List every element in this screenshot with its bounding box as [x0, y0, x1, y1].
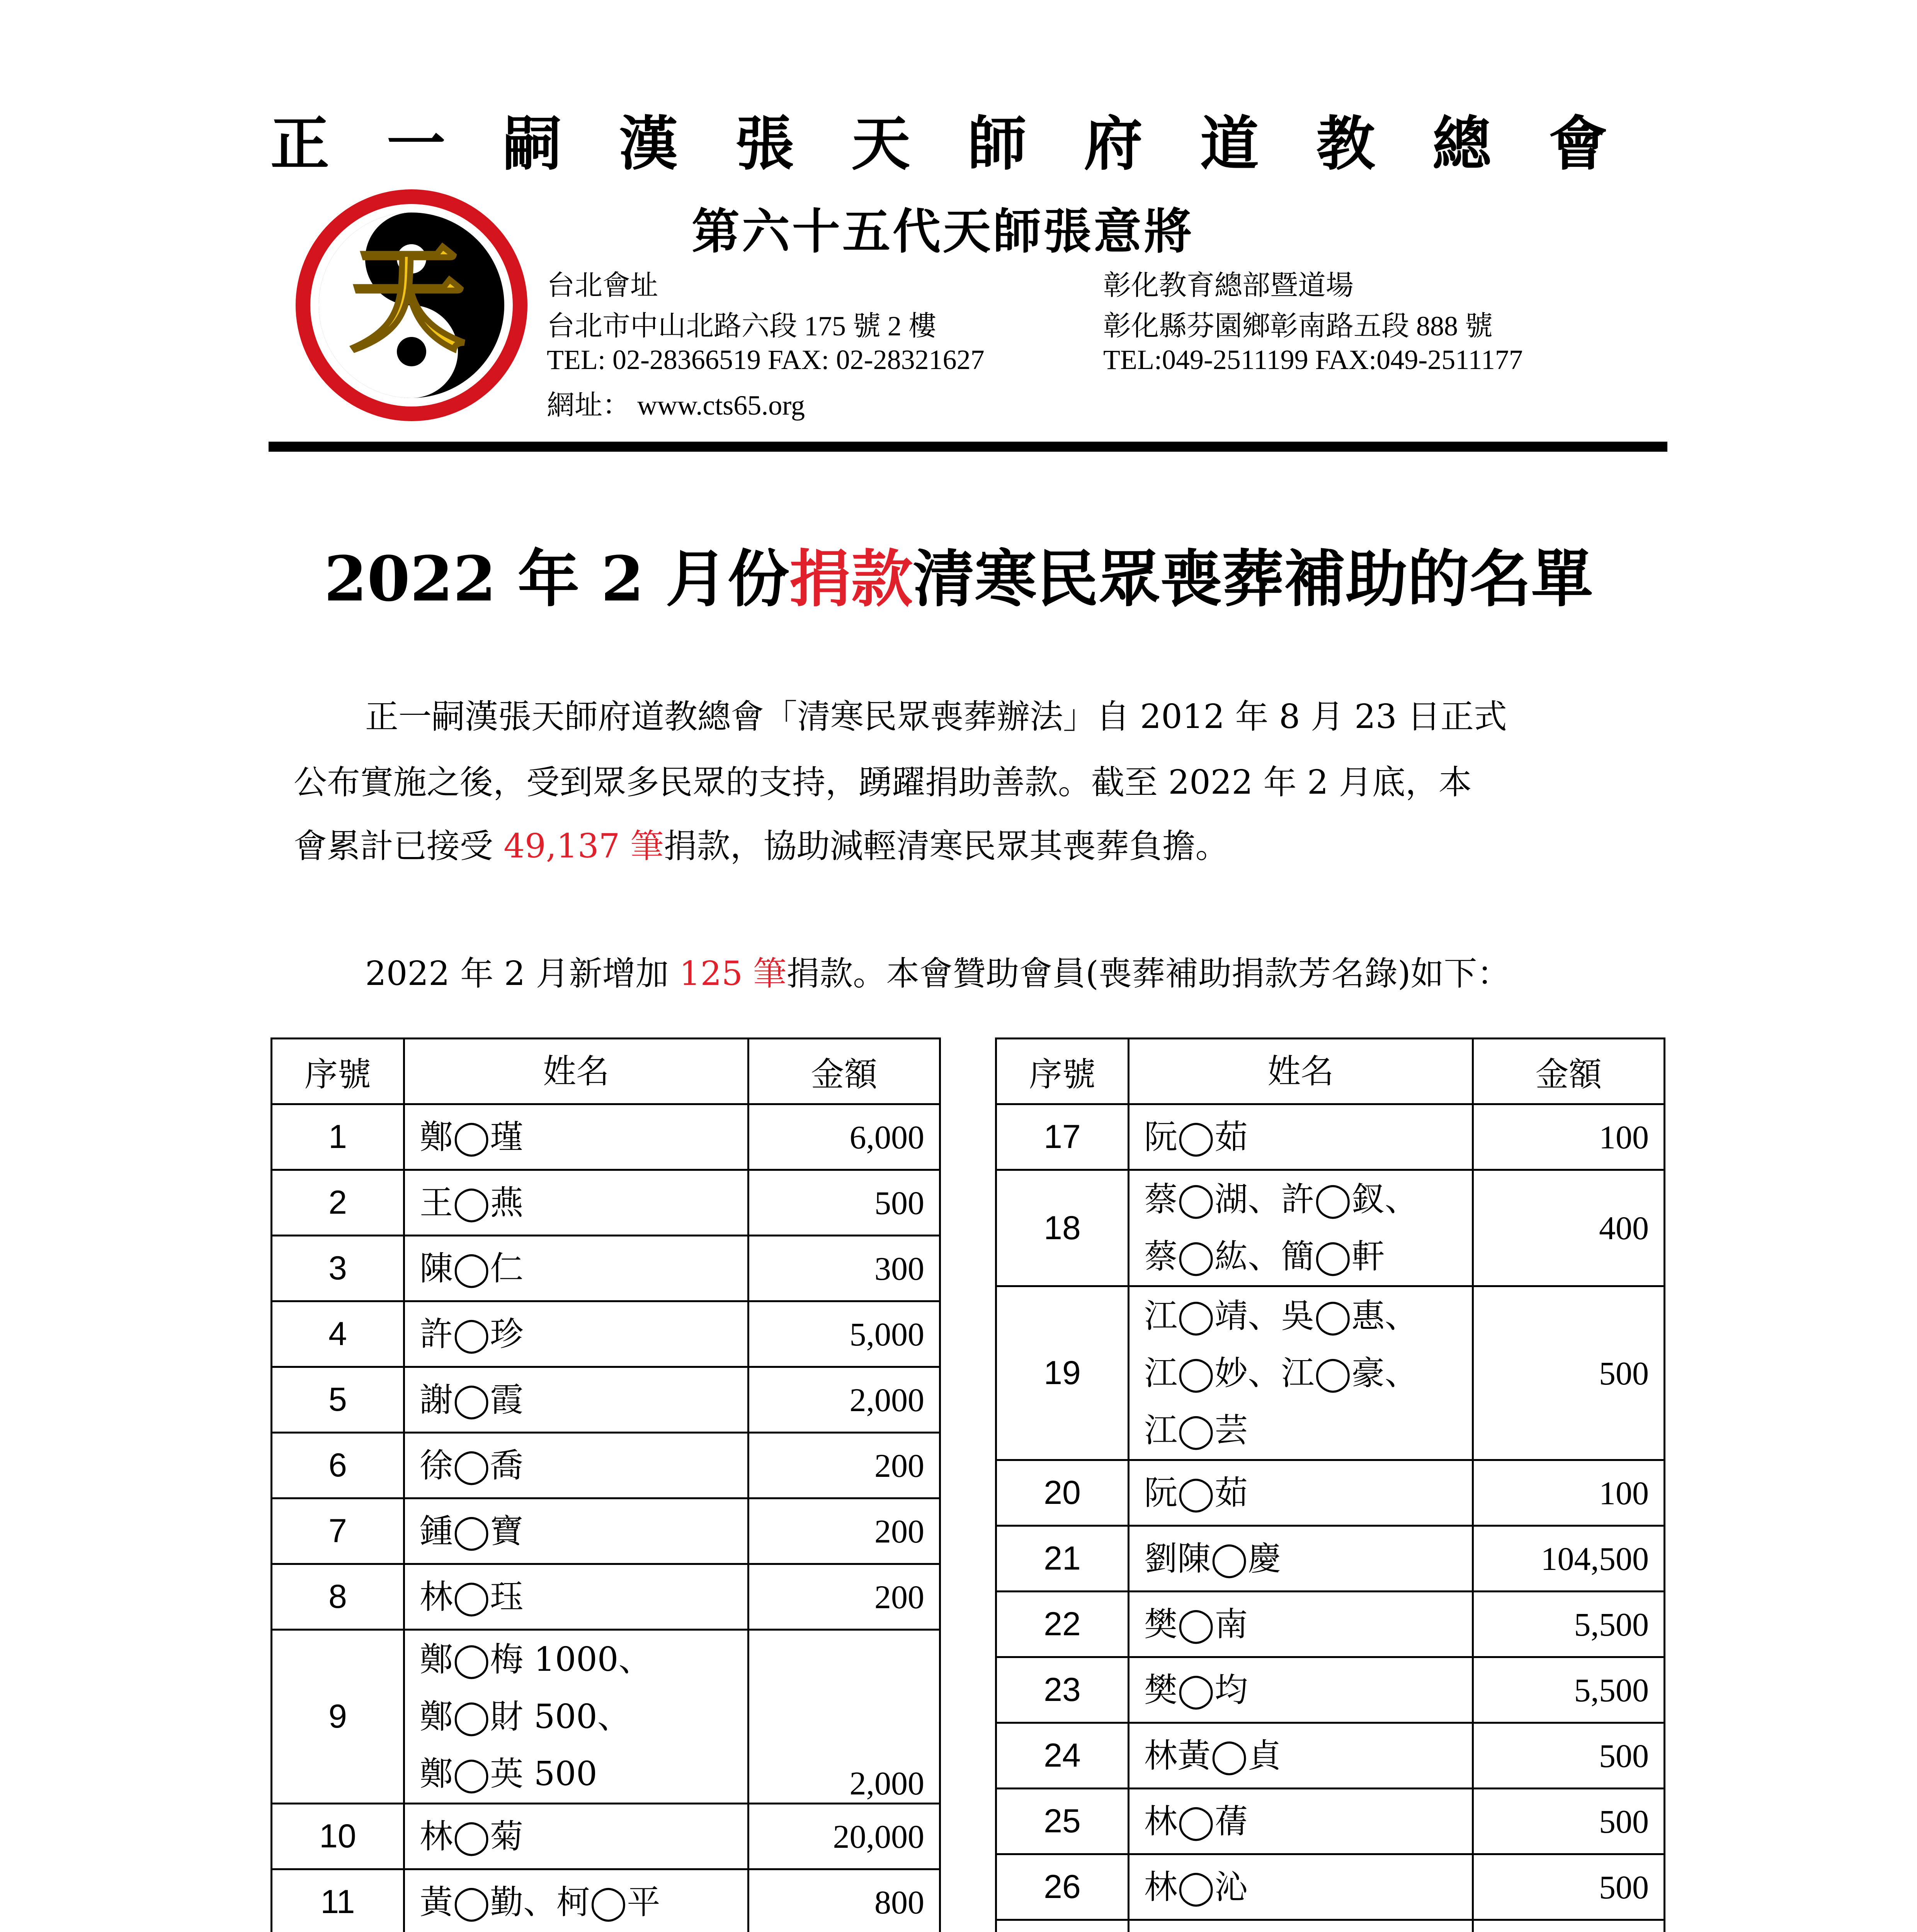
name-line: 鄭◯財 500、 — [420, 1697, 631, 1736]
serial-cell: 1 — [272, 1104, 404, 1170]
name-cell: 劉陳◯慶 — [1129, 1526, 1473, 1592]
amount-cell: 400 — [1473, 1170, 1665, 1286]
name-cell — [1129, 1170, 1473, 1286]
table-row — [996, 1592, 1665, 1657]
serial-cell — [996, 1920, 1129, 1932]
changhua-phone: TEL:049-2511199 FAX:049-2511177 — [1103, 344, 1523, 375]
intro-line-3-text: 會累計已接受 — [294, 827, 504, 866]
intro-line-3 — [294, 821, 1229, 871]
yin-yang-logo-icon — [292, 185, 531, 425]
donor-table-right — [995, 1037, 1665, 1932]
name-cell: 徐◯喬 — [404, 1433, 748, 1498]
serial-cell: 11 — [272, 1869, 404, 1932]
table-row — [996, 1170, 1665, 1286]
table-row — [272, 1170, 940, 1236]
header-amount: 金額 — [748, 1039, 940, 1104]
table-row — [272, 1236, 940, 1301]
serial-cell: 18 — [996, 1170, 1129, 1286]
name-cell: 黃◯勤、柯◯平 — [404, 1869, 748, 1932]
serial-cell: 7 — [272, 1498, 404, 1564]
name-cell: 阮◯茹 — [1129, 1460, 1473, 1526]
website: 網址： www.cts65.org — [547, 390, 805, 421]
serial-cell: 25 — [996, 1789, 1129, 1854]
table-row — [272, 1367, 940, 1433]
amount-cell: 200 — [748, 1433, 940, 1498]
table-row — [996, 1657, 1665, 1723]
name-cell: 林◯蒨 — [1129, 1789, 1473, 1854]
document-title — [0, 529, 1917, 618]
table-row — [996, 1723, 1665, 1789]
header-serial: 序號 — [996, 1039, 1129, 1104]
org-title-char: 師 — [968, 109, 1027, 178]
table-row — [272, 1630, 940, 1804]
new-donations: 125 筆 — [679, 954, 787, 993]
amount-cell: 100 — [1473, 1104, 1665, 1170]
name-cell: 許◯珍 — [404, 1301, 748, 1367]
org-title-char: 張 — [735, 109, 794, 178]
name-cell: 陳◯仁 — [404, 1236, 748, 1301]
serial-cell: 17 — [996, 1104, 1129, 1170]
donor-table-left — [270, 1037, 941, 1932]
header-amount: 金額 — [1473, 1039, 1665, 1104]
name-cell: 林◯珏 — [404, 1564, 748, 1630]
taipei-label: 台北會址 — [547, 270, 658, 301]
changhua-address: 彰化縣芬園鄉彰南路五段 888 號 — [1103, 311, 1493, 342]
name-cell: 鄭◯瑾 — [404, 1104, 748, 1170]
org-title-char: 嗣 — [503, 109, 562, 178]
org-title-char: 府 — [1084, 109, 1143, 178]
table-row — [272, 1301, 940, 1367]
amount-cell: 800 — [748, 1869, 940, 1932]
name-cell — [1129, 1920, 1473, 1932]
serial-cell: 19 — [996, 1286, 1129, 1460]
header-name: 姓名 — [404, 1039, 748, 1104]
table-row — [996, 1460, 1665, 1526]
name-cell: 林黃◯貞 — [1129, 1723, 1473, 1789]
name-cell: 樊◯南 — [1129, 1592, 1473, 1657]
serial-cell: 9 — [272, 1630, 404, 1804]
table-header-row — [996, 1039, 1665, 1104]
org-title-char: 漢 — [619, 109, 678, 178]
table-row — [996, 1104, 1665, 1170]
table-row — [272, 1564, 940, 1630]
title-highlight: 捐款 — [789, 543, 913, 615]
amount-cell — [1473, 1920, 1665, 1932]
serial-cell: 26 — [996, 1854, 1129, 1920]
table-row — [996, 1286, 1665, 1460]
serial-cell: 10 — [272, 1804, 404, 1869]
amount-cell: 104,500 — [1473, 1526, 1665, 1592]
name-line: 江◯芸 — [1144, 1411, 1248, 1450]
taipei-address: 台北市中山北路六段 175 號 2 樓 — [547, 311, 937, 342]
table-row — [272, 1869, 940, 1932]
table-row — [996, 1789, 1665, 1854]
table-header-row — [272, 1039, 940, 1104]
name-cell: 樊◯均 — [1129, 1657, 1473, 1723]
org-title-char: 天 — [851, 109, 910, 178]
serial-cell: 23 — [996, 1657, 1129, 1723]
org-title-char: 總 — [1432, 109, 1492, 178]
serial-cell: 21 — [996, 1526, 1129, 1592]
amount-cell: 5,500 — [1473, 1657, 1665, 1723]
serial-cell: 8 — [272, 1564, 404, 1630]
name-line: 蔡◯紘、簡◯軒 — [1144, 1237, 1385, 1276]
table-row — [996, 1526, 1665, 1592]
serial-cell: 6 — [272, 1433, 404, 1498]
amount-cell: 500 — [1473, 1286, 1665, 1460]
org-title-char: 正 — [270, 109, 329, 178]
summary-line — [365, 949, 1510, 999]
serial-cell: 5 — [272, 1367, 404, 1433]
serial-cell: 4 — [272, 1301, 404, 1367]
title-suffix: 清寒民眾喪葬補助的名單 — [913, 543, 1593, 615]
serial-cell: 3 — [272, 1236, 404, 1301]
serial-cell: 24 — [996, 1723, 1129, 1789]
name-cell: 王◯燕 — [404, 1170, 748, 1236]
amount-cell: 2,000 — [748, 1367, 940, 1433]
serial-cell: 20 — [996, 1460, 1129, 1526]
name-line: 鄭◯英 500 — [420, 1754, 597, 1793]
name-cell — [404, 1630, 748, 1804]
amount-cell: 500 — [1473, 1854, 1665, 1920]
name-cell: 林◯菊 — [404, 1804, 748, 1869]
organization-title — [270, 97, 1607, 182]
amount-cell: 300 — [748, 1236, 940, 1301]
header-serial: 序號 — [272, 1039, 404, 1104]
table-row — [272, 1433, 940, 1498]
amount-cell: 500 — [1473, 1789, 1665, 1854]
header-divider — [269, 442, 1667, 452]
name-line: 江◯靖、吳◯惠、 — [1144, 1296, 1418, 1335]
name-cell: 林◯沁 — [1129, 1854, 1473, 1920]
amount-cell: 500 — [748, 1170, 940, 1236]
intro-line-1: 正一嗣漢張天師府道教總會「清寒民眾喪葬辦法」自 2012 年 8 月 23 日正式 — [365, 697, 1507, 736]
summary-text: 2022 年 2 月新增加 — [365, 954, 679, 993]
amount-cell: 5,000 — [748, 1301, 940, 1367]
name-cell — [1129, 1286, 1473, 1460]
intro-line-2: 公布實施之後，受到眾多民眾的支持，踴躍捐助善款。截至 2022 年 2 月底，本 — [294, 763, 1472, 802]
table-row — [272, 1104, 940, 1170]
name-line: 蔡◯湖、許◯釵、 — [1144, 1180, 1418, 1219]
title-prefix: 2022 年 2 月份 — [324, 543, 789, 615]
header-name: 姓名 — [1129, 1039, 1473, 1104]
amount-cell: 2,000 — [748, 1630, 940, 1804]
intro-line-3-end: 捐款，協助減輕清寒民眾其喪葬負擔。 — [663, 827, 1229, 866]
table-row — [996, 1854, 1665, 1920]
org-title-char: 一 — [386, 109, 446, 178]
changhua-label: 彰化教育總部暨道場 — [1103, 270, 1354, 301]
amount-cell: 6,000 — [748, 1104, 940, 1170]
amount-cell: 500 — [1473, 1723, 1665, 1789]
summary-end: 捐款。本會贊助會員(喪葬補助捐款芳名錄)如下： — [786, 954, 1510, 993]
table-row — [272, 1498, 940, 1564]
org-title-char: 教 — [1316, 109, 1375, 178]
amount-cell: 200 — [748, 1498, 940, 1564]
amount-cell: 100 — [1473, 1460, 1665, 1526]
name-cell: 鍾◯寶 — [404, 1498, 748, 1564]
name-line: 江◯妙、江◯豪、 — [1144, 1354, 1418, 1393]
name-cell: 阮◯茹 — [1129, 1104, 1473, 1170]
amount-cell: 20,000 — [748, 1804, 940, 1869]
name-cell: 謝◯霞 — [404, 1367, 748, 1433]
org-title-char: 會 — [1548, 109, 1607, 178]
taipei-phone: TEL: 02-28366519 FAX: 02-28321627 — [547, 344, 985, 375]
serial-cell: 22 — [996, 1592, 1129, 1657]
total-donations: 49,137 筆 — [503, 827, 664, 866]
logo-glyph: 天 — [350, 231, 466, 367]
org-title-char: 道 — [1200, 109, 1259, 178]
master-name: 第六十五代天師張意將 — [692, 204, 1194, 260]
serial-cell: 2 — [272, 1170, 404, 1236]
table-row — [996, 1920, 1665, 1932]
amount-cell: 200 — [748, 1564, 940, 1630]
amount-cell: 5,500 — [1473, 1592, 1665, 1657]
table-row — [272, 1804, 940, 1869]
name-line: 鄭◯梅 1000、 — [420, 1640, 652, 1679]
